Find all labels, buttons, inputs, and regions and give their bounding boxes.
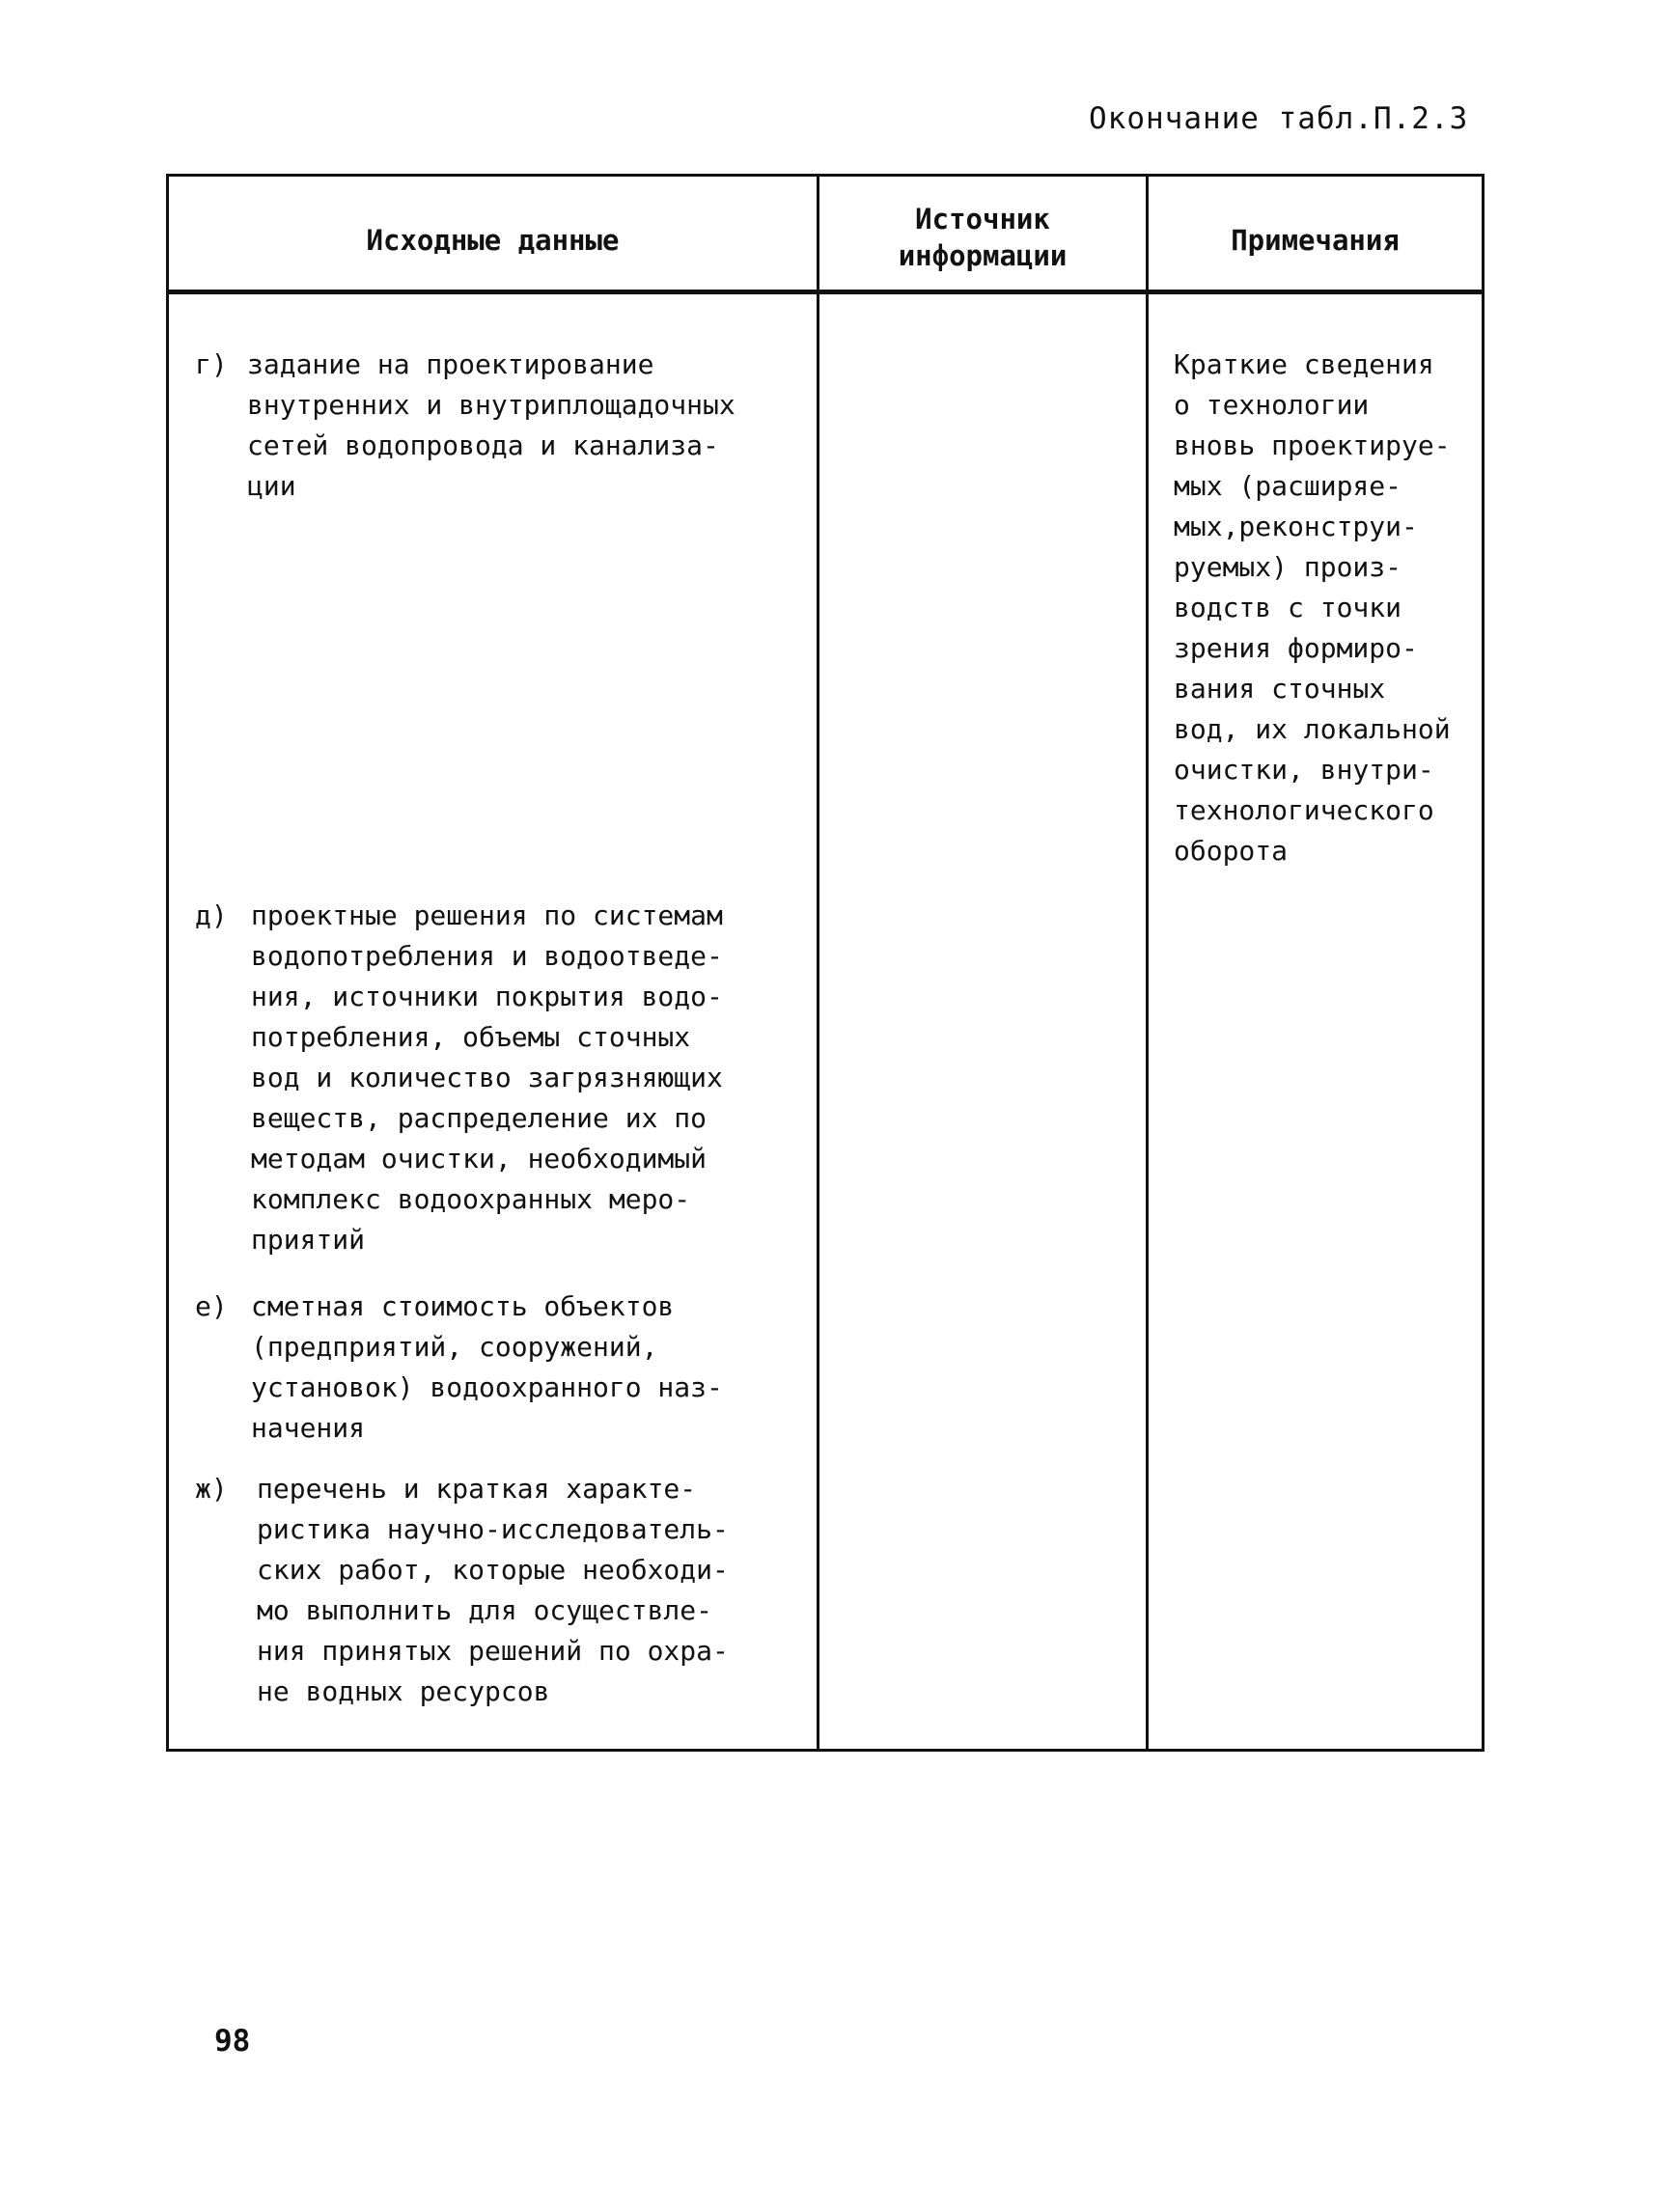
item-letter: ж) xyxy=(195,1473,228,1505)
item-text: перечень и краткая характе- ристика научно-исследователь- ских работ, которые необходи- мо выполнить для осуществле- ния принятых решений по охра- не водных ресурсов xyxy=(257,1473,729,1707)
header-divider xyxy=(166,290,1485,294)
item-letter: е) xyxy=(195,1290,228,1322)
item-letter: г) xyxy=(195,348,228,380)
header-source-data: Исходные данные xyxy=(366,224,620,257)
item-text: задание на проектирование внутренних и внутриплощадочных сетей водопровода и канализа- ции xyxy=(247,348,735,502)
note-text: Краткие сведения о технологии вновь проектируе- мых (расширяе- мых,реконструи- руемых) произ- водств с точки зрения формиро- вания сточных вод, их локальной очистки, внутри- технологического оборота xyxy=(1174,348,1451,867)
column-divider-2 xyxy=(1146,174,1149,1752)
continuation-label: Окончание табл.П.2.3 xyxy=(1089,101,1469,136)
header-information-source: Источник информации xyxy=(898,203,1068,272)
item-text: проектные решения по системам водопотребления и водоотведе- ния, источники покрытия водо- потребления, объемы сточных вод и количество загрязняющих веществ, распределение их по методам очистки, необходимый комплекс водоохранных меро- приятий xyxy=(251,899,723,1256)
item-letter: д) xyxy=(195,899,228,931)
page-number: 98 xyxy=(214,2024,251,2059)
column-divider-1 xyxy=(817,174,819,1752)
item-text: сметная стоимость объектов (предприятий, сооружений, установок) водоохранного наз- начения xyxy=(251,1290,723,1444)
header-notes: Примечания xyxy=(1231,224,1400,257)
